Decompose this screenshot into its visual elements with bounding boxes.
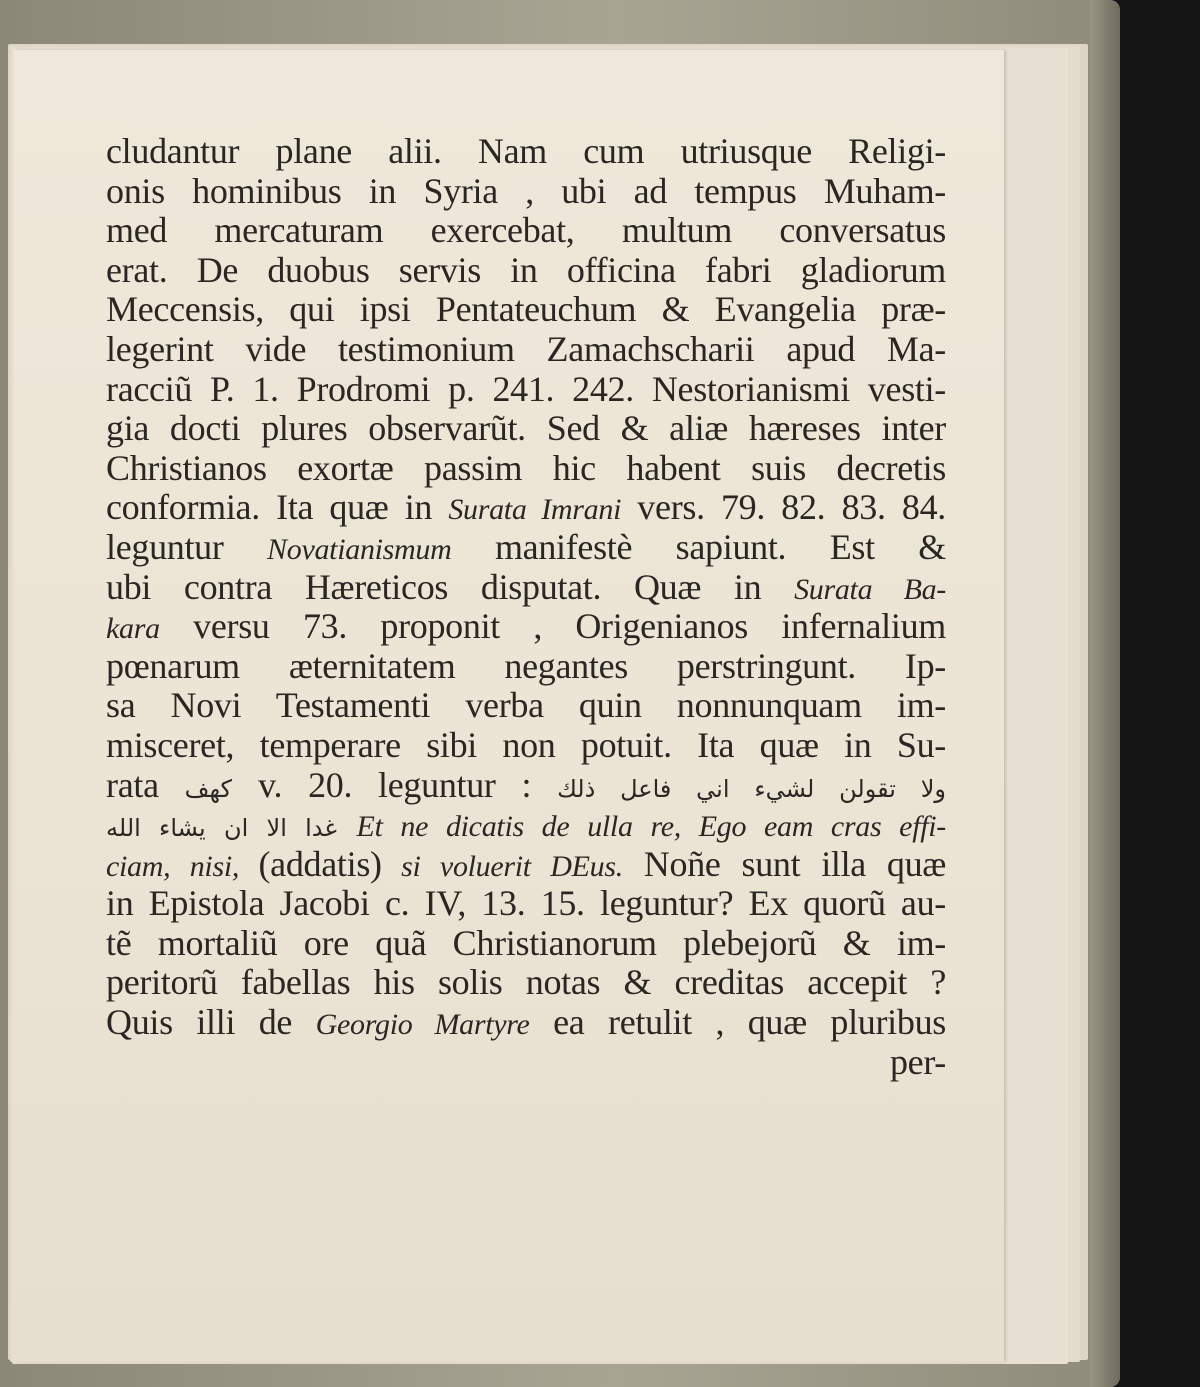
cover-edge bbox=[1090, 0, 1120, 1387]
italic-text: Novatianismum bbox=[267, 532, 452, 566]
italic-text: Surata Imrani bbox=[448, 493, 622, 527]
arabic-text: ولا تقولن لشيء اني فاعل ذلك bbox=[557, 774, 946, 803]
text-line bbox=[106, 647, 946, 687]
text-span: med mercaturam exercebat, multum conversatus bbox=[106, 211, 946, 251]
text-line bbox=[106, 211, 946, 251]
text-span: v. 20. leguntur : bbox=[231, 765, 558, 805]
text-line bbox=[106, 607, 946, 647]
text-span: legerint vide testimonium Zamachscharii apud Ma- bbox=[106, 329, 946, 369]
text-line bbox=[106, 805, 946, 845]
text-span bbox=[337, 805, 357, 844]
text-line bbox=[106, 963, 946, 1003]
italic-text: Georgio Martyre bbox=[315, 1008, 530, 1042]
arabic-text: غدا الا ان يشاء الله bbox=[106, 814, 337, 843]
text-span: vers. 79. 82. 83. 84. bbox=[621, 488, 946, 528]
arabic-text: كهف bbox=[184, 774, 232, 803]
text-span: ubi contra Hæreticos disputat. Quæ in bbox=[106, 567, 795, 607]
text-span: rata bbox=[106, 765, 185, 805]
text-span: per- bbox=[889, 1042, 946, 1082]
text-span: erat. De duobus servis in officina fabri gladiorum bbox=[106, 250, 946, 290]
italic-text: si voluerit DEus. bbox=[381, 849, 623, 883]
text-line bbox=[106, 686, 946, 726]
text-line bbox=[106, 845, 946, 885]
book-page bbox=[14, 50, 1004, 1362]
text-span: versu 73. proponit , Origenianos infernalium bbox=[159, 607, 946, 647]
text-line bbox=[106, 449, 946, 489]
text-span: onis hominibus in Syria , ubi ad tempus Muham- bbox=[106, 171, 946, 211]
text-span: cludantur plane alii. Nam cum utriusque Religi- bbox=[106, 132, 946, 171]
text-line bbox=[106, 884, 946, 924]
text-line bbox=[106, 528, 946, 568]
text-span: Noñe sunt illa quæ bbox=[622, 844, 946, 884]
text-line bbox=[106, 1043, 946, 1083]
italic-text: kara bbox=[106, 612, 160, 646]
text-span: Christianos exortæ passim hic habent suis decretis bbox=[106, 448, 946, 488]
text-line bbox=[106, 1003, 946, 1043]
text-span: pœnarum æternitatem negantes perstringunt. Ip- bbox=[106, 646, 946, 686]
italic-text: Surata Ba- bbox=[794, 572, 946, 606]
text-line bbox=[106, 924, 946, 964]
italic-text: ciam, nisi, bbox=[106, 849, 259, 883]
text-line bbox=[106, 766, 946, 806]
text-line bbox=[106, 132, 946, 172]
text-span: (addatis) bbox=[258, 844, 382, 884]
text-span: manifestè sapiunt. Est & bbox=[451, 527, 946, 567]
text-span: peritorũ fabellas his solis notas & creditas accepit ? bbox=[106, 963, 946, 1003]
text-line bbox=[106, 488, 946, 528]
text-line bbox=[106, 251, 946, 291]
text-span: gia docti plures observarũt. Sed & aliæ hæreses inter bbox=[106, 409, 946, 449]
text-line bbox=[106, 330, 946, 370]
italic-text: Et ne dicatis de ulla re, Ego eam cras effi- bbox=[356, 810, 946, 844]
text-line bbox=[106, 568, 946, 608]
text-span: Quis illi de bbox=[106, 1003, 316, 1043]
text-span: conformia. Ita quæ in bbox=[106, 488, 449, 528]
text-line bbox=[106, 726, 946, 766]
text-span: tẽ mortaliũ ore quã Christianorum plebejorũ & im- bbox=[106, 923, 946, 963]
text-span: ea retulit , quæ pluribus bbox=[529, 1003, 946, 1043]
text-span: sa Novi Testamenti verba quin nonnunquam im- bbox=[106, 686, 946, 726]
text-span: leguntur bbox=[106, 527, 268, 567]
body-text bbox=[106, 132, 946, 1082]
text-line bbox=[106, 172, 946, 212]
text-span: in Epistola Jacobi c. IV, 13. 15. leguntur? Ex quorũ au- bbox=[106, 884, 946, 924]
text-line bbox=[106, 290, 946, 330]
text-line bbox=[106, 409, 946, 449]
text-span: Meccensis, qui ipsi Pentateuchum & Evangelia præ- bbox=[106, 290, 946, 330]
text-span: racciũ P. 1. Prodromi p. 241. 242. Nestorianismi vesti- bbox=[106, 369, 946, 409]
text-line bbox=[106, 370, 946, 410]
text-span: misceret, temperare sibi non potuit. Ita quæ in Su- bbox=[106, 725, 946, 765]
